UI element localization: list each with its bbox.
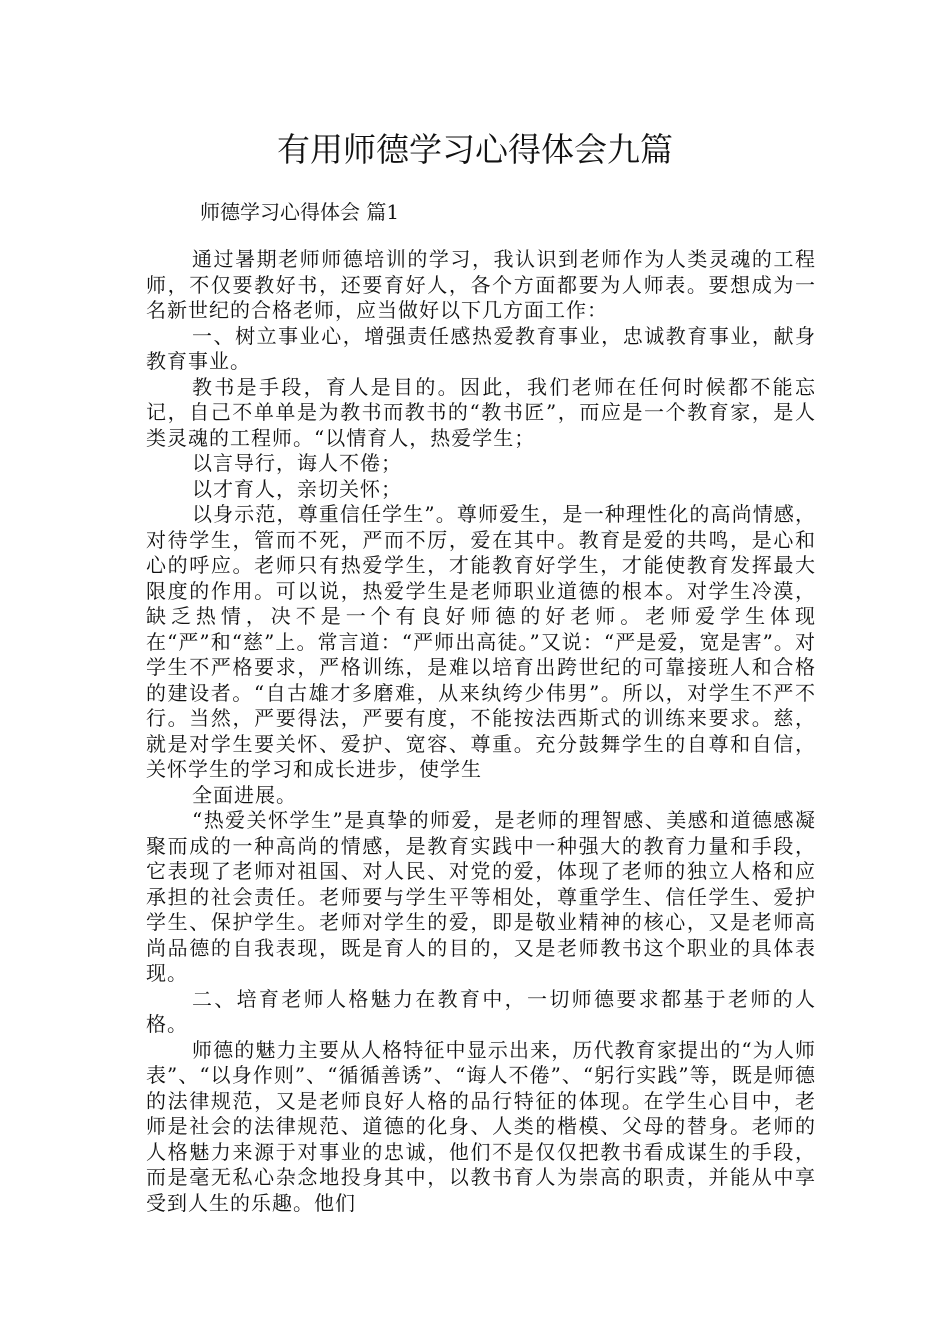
paragraph: 以身示范，尊重信任学生”。尊师爱生，是一种理性化的高尚情感，对待学生，管而不死，严而不厉，爱在其中。教育是爱的共鸣，是心和心的呼应。老师只有热爱学生，才能教育好学生，才能使教育发挥最大限度的作用。可以说，热爱学生是老师职业道德的根本。对学生冷漠，缺乏热情，决不是一个有良好师德的好老师。老师爱学生体现在“严”和“慈”上。常言道：“严师出高徒。”又说：“严是爱，宽是害”。对学生不严格要求，严格训练，是难以培育出跨世纪的可靠接班人和合格的建设者。“自古雄才多磨难，从来纨绔少伟男”。所以，对学生不严不行。当然，严要得法，严要有度，不能按法西斯式的训练来要求。慈，就是对学生要关怀、爱护、宽容、尊重。充分鼓舞学生的自尊和自信，关怀学生的学习和成长进步，使学生 [146, 502, 816, 781]
section-heading: 师德学习心得体会 篇1 [200, 200, 400, 224]
paragraph: 通过暑期老师师德培训的学习，我认识到老师作为人类灵魂的工程师，不仅要教好书，还要育好人，各个方面都要为人师表。要想成为一名新世纪的合格老师，应当做好以下几方面工作： [146, 247, 816, 322]
paragraph: 教书是手段，育人是目的。因此，我们老师在任何时候都不能忘记，自己不单单是为教书而教书的“教书匠”，而应是一个教育家，是人类灵魂的工程师。“以情育人，热爱学生； [146, 374, 816, 450]
paragraph: “热爱关怀学生”是真挚的师爱，是老师的理智感、美感和道德感凝聚而成的一种高尚的情感，是教育实践中一种强大的教育力量和手段，它表现了老师对祖国、对人民、对党的爱，体现了老师的独立人格和应承担的社会责任。老师要与学生平等相处，尊重学生、信任学生、爱护学生、保护学生。老师对学生的爱，即是敬业精神的核心，又是老师高尚品德的自我表现，既是育人的目的，又是老师教书这个职业的具体表现。 [146, 808, 816, 985]
paragraph: 二、培育老师人格魅力在教育中，一切师德要求都基于老师的人格。 [146, 986, 816, 1036]
paragraph: 一、树立事业心，增强责任感热爱教育事业，忠诚教育事业，献身教育事业。 [146, 323, 816, 373]
paragraph: 全面进展。 [192, 782, 297, 807]
document-body [146, 247, 816, 1216]
paragraph: 以才育人，亲切关怀； [192, 476, 402, 501]
paragraph: 以言导行，诲人不倦； [192, 451, 402, 475]
document-title: 有用师德学习心得体会九篇 [277, 130, 673, 169]
paragraph: 师德的魅力主要从人格特征中显示出来，历代教育家提出的“为人师表”、“以身作则”、“循循善诱”、“诲人不倦”、“躬行实践”等，既是师德的法律规范，又是老师良好人格的品行特征的体现。在学生心目中，老师是社会的法律规范、道德的化身、人类的楷模、父母的替身。老师的人格魅力来源于对事业的忠诚，他们不是仅仅把教书看成谋生的手段，而是毫无私心杂念地投身其中，以教书育人为崇高的职责，并能从中享受到人生的乐趣。他们 [146, 1037, 816, 1215]
